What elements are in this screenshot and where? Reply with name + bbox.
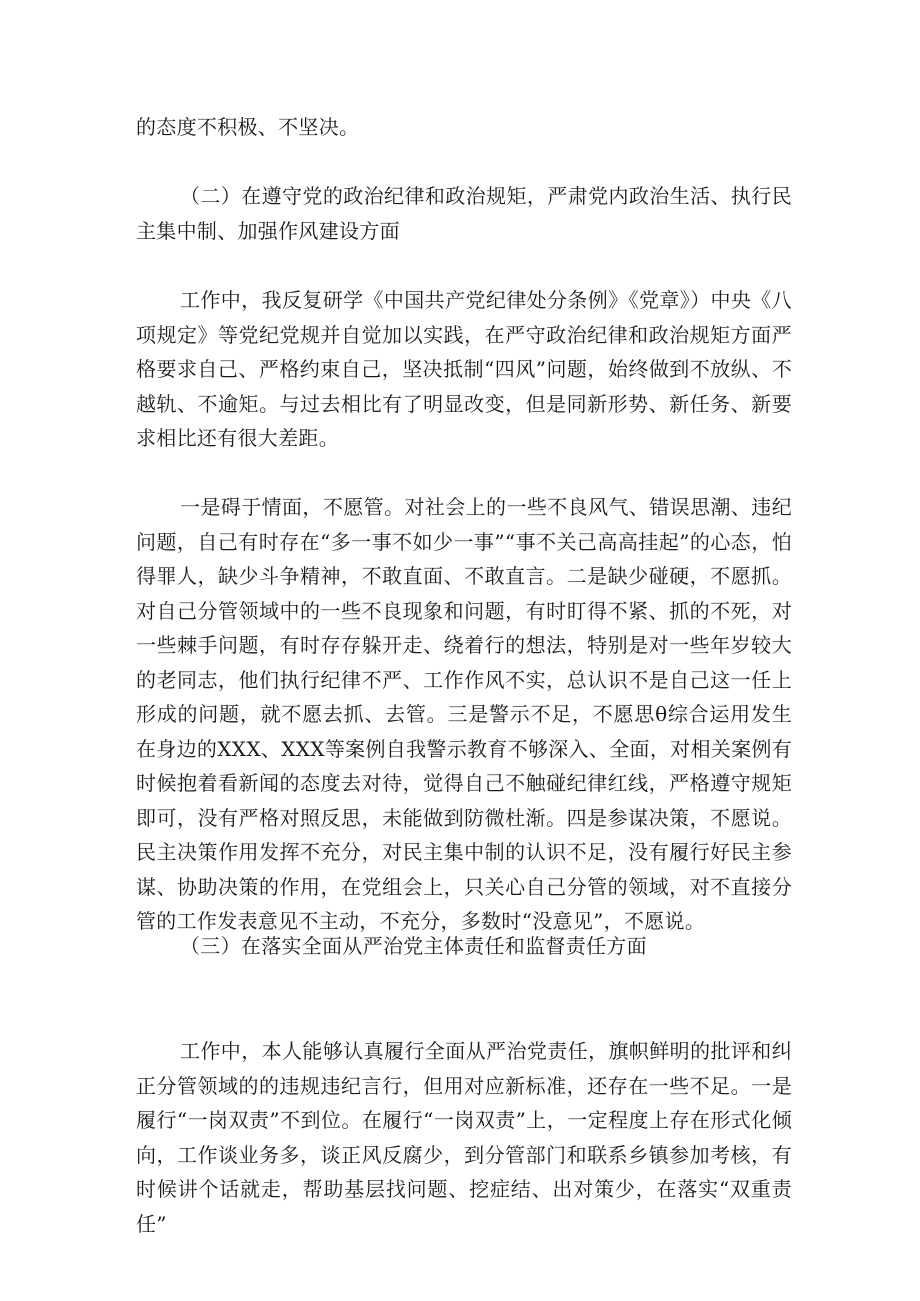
section-3-paragraph-1: 工作中，本人能够认真履行全面从严治党责任，旗帜鲜明的批评和纠正分管领域的的违规违纪言行，但用对应新标准，还存在一些不足。一是履行“一岗双责”不到位。在履行“一岗双责”上，一定程度上存在形式化倾向，工作谈业务多，谈正风反腐少，到分管部门和联系乡镇参加考核，有时候讲个话就走，帮助基层找问题、挖症结、出对策少，在落实“双重责任” bbox=[136, 1039, 792, 1236]
section-3-heading: （三）在落实全面从严治党主体责任和监督责任方面 bbox=[180, 934, 647, 958]
section-2-paragraph-1: 工作中，我反复研学《中国共产党纪律处分条例》《党章》）中央《八项规定》等党纪党规并自觉加以实践，在严守政治纪律和政治规矩方面严格要求自己、严格约束自己，坚决抵制“四风”问题，始终做到不放纵、不越轨、不逾矩。与过去相比有了明显改变，但是同新形势、新任务、新要求相比还有很大差距。 bbox=[136, 288, 792, 450]
section-2-paragraph-2: 一是碍于情面，不愿管。对社会上的一些不良风气、错误思潮、违纪问题，自己有时存在“多一事不如少一事”“事不关己高高挂起”的心态，怕得罪人，缺少斗争精神，不敢直面、不敢直言。二是缺少碰硬，不愿抓。对自己分管领域中的一些不良现象和问题，有时盯得不紧、抓的不死，对一些棘手问题，有时存存躲开走、绕着行的想法，特别是对一些年岁较大的老同志，他们执行纪律不严、工作作风不实，总认识不是自己这一任上形成的问题，就不愿去抓、去管。三是警示不足，不愿思θ综合运用发生在身边的XXX、XXX等案例自我警示教育不够深入、全面，对相关案例有时候抱着看新闻的态度去对待，觉得自己不触碰纪律红线，严格遵守规矩即可，没有严格对照反思，未能做到防微杜渐。四是参谋决策，不愿说。民主决策作用发挥不充分，对民主集中制的认识不足，没有履行好民主参谋、协助决策的作用，在党组会上，只关心自己分管的领域，对不直接分管的工作发表意见不主动，不充分，多数时“没意见”，不愿说。 bbox=[136, 495, 792, 933]
continuation-paragraph: 的态度不积极、不坚决。 bbox=[136, 115, 360, 139]
section-2-heading: （二）在遵守党的政治纪律和政治规矩，严肃党内政治生活、执行民主集中制、加强作风建设方面 bbox=[136, 184, 792, 243]
